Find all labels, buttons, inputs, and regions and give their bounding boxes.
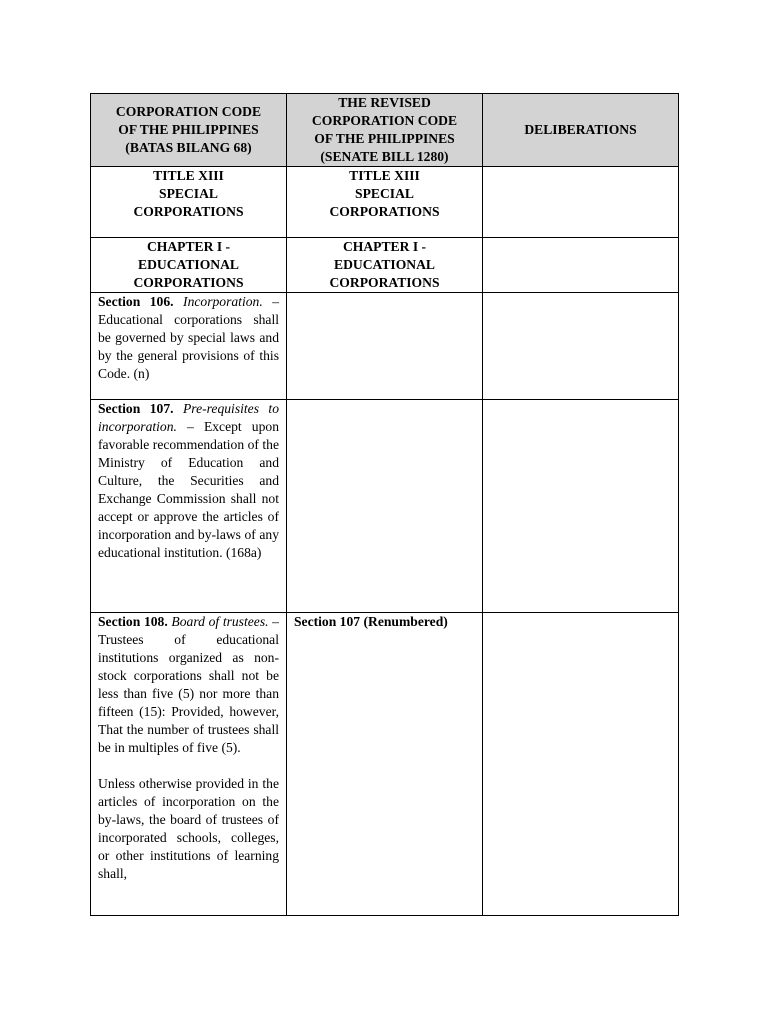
section-dash: – — [268, 614, 279, 629]
header-revised-code — [287, 94, 483, 167]
chapter-line: EDUCATIONAL — [138, 257, 239, 272]
chapter-cell-old — [91, 238, 287, 293]
section-dash: – — [262, 294, 279, 309]
section-108-revised — [287, 613, 483, 916]
paragraph-gap — [98, 757, 279, 775]
chapter-line: CORPORATIONS — [329, 275, 440, 290]
renumbered-note: Section 107 (Renumbered) — [294, 614, 448, 629]
title-cell-revised — [287, 167, 483, 238]
section-107-text — [91, 400, 287, 613]
section-107-revised — [287, 400, 483, 613]
section-108-deliberations — [483, 613, 679, 916]
title-line: SPECIAL — [159, 186, 218, 201]
title-line: TITLE XIII — [153, 168, 224, 183]
title-line: SPECIAL — [355, 186, 414, 201]
section-106-deliberations — [483, 293, 679, 400]
chapter-cell-revised — [287, 238, 483, 293]
comparison-table — [90, 93, 679, 916]
header-line: (SENATE BILL 1280) — [320, 149, 449, 164]
chapter-line: CHAPTER I - — [342, 239, 427, 254]
section-body: Educational corporations shall be governed by special laws and by the general provisions of this Code. (n) — [98, 312, 279, 381]
section-108-text — [91, 613, 287, 916]
section-107-deliberations — [483, 400, 679, 613]
section-heading: Section 107. — [98, 401, 174, 416]
chapter-line: EDUCATIONAL — [334, 257, 435, 272]
title-cell-deliberations — [483, 167, 679, 238]
chapter-line: CORPORATIONS — [133, 275, 244, 290]
section-heading: Section 106. — [98, 294, 174, 309]
title-line: TITLE XIII — [349, 168, 420, 183]
header-deliberations — [483, 94, 679, 167]
section-106-revised — [287, 293, 483, 400]
section-107-row — [91, 400, 679, 613]
title-line: CORPORATIONS — [329, 204, 440, 219]
chapter-row — [91, 238, 679, 293]
section-body: Except upon favorable recommendation of the Ministry of Education and Culture, the Securities and Exchange Commission shall not accept or approve the articles of incorporation and by-laws of any educational institution. (168a) — [98, 419, 279, 560]
section-heading: Section 108. — [98, 614, 168, 629]
section-106-text — [91, 293, 287, 400]
chapter-cell-deliberations — [483, 238, 679, 293]
header-corporation-code — [91, 94, 287, 167]
header-row — [91, 94, 679, 167]
title-cell-old — [91, 167, 287, 238]
section-title: Pre-requisites to incorporation. — [98, 401, 280, 434]
title-row — [91, 167, 679, 238]
title-line: CORPORATIONS — [133, 204, 244, 219]
header-line: CORPORATION CODE — [115, 104, 262, 119]
section-body: Trustees of educational institutions organized as non-stock corporations shall not be less than five (5) nor more than fifteen (15): Provided, however, That the number of trustees shall be in multiples of five (5). — [98, 632, 279, 755]
section-dash: – — [176, 419, 194, 434]
header-line: OF THE PHILIPPINES — [314, 131, 455, 146]
header-line: DELIBERATIONS — [524, 122, 637, 137]
section-108-row — [91, 613, 679, 916]
header-line: OF THE PHILIPPINES — [118, 122, 259, 137]
section-106-row — [91, 293, 679, 400]
header-line: THE REVISED — [338, 95, 431, 110]
header-line: CORPORATION CODE — [311, 113, 458, 128]
header-line: (BATAS BILANG 68) — [125, 140, 252, 155]
chapter-line: CHAPTER I - — [146, 239, 231, 254]
section-title: Board of trustees. — [171, 614, 269, 629]
section-body-continued: Unless otherwise provided in the articles of incorporation on the by-laws, the board of trustees of incorporated schools, colleges, or other institutions of learning shall, — [98, 776, 279, 881]
section-title: Incorporation. — [183, 294, 263, 309]
